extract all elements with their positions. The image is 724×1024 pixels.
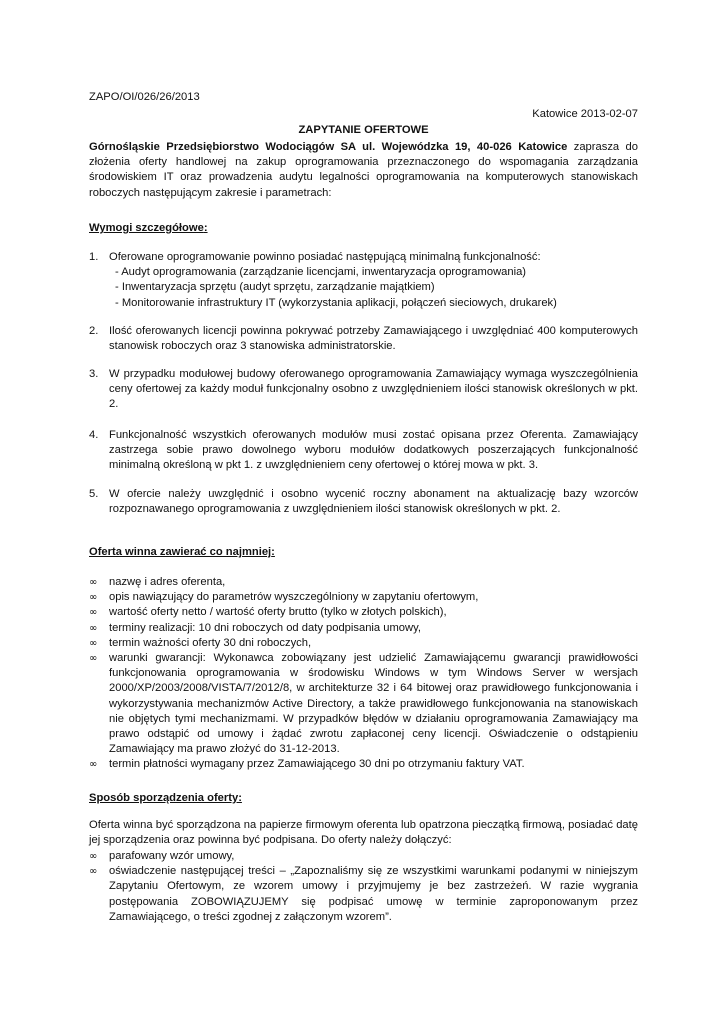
requirement-item [89,367,638,413]
requirement-subitem: - Monitorowanie infrastruktury IT (wykorzystania aplikacji, połączeń sieciowych, drukarek) [115,296,557,309]
offer-contents-heading [89,545,275,560]
requirement-text: W przypadku modułowej budowy oferowanego oprogramowania Zamawiający wymaga wyszczególnienia ceny ofertowej za każdy moduł funkcjonalny osobno z uwzględnieniem ilości stanowisk określonych w pkt. 2. [109,368,638,411]
requirements-heading-text: Wymogi szczegółowe [89,222,204,234]
document-title: ZAPYTANIE OFERTOWE [298,124,429,136]
requirement-number: 5. [89,488,99,500]
list-item: ∞ warunki gwarancji: Wykonawca zobowiązany jest udzielić Zamawiającemu gwarancji prawidłowości funkcjonowania oprogramowania w środowisku Windows w tym Windows Server w wersjach 2000/XP/2003/2008/VISTA/7/2012/8, w architekturze 32 i 64 bitowej oraz prawidłowego funkcjonowania i wykorzystywania mechanizmów Active Directory, a także prawidłowego funkcjonowania na stanowiskach nie objętych tymi mechanizmami. W przypadków błędów w działaniu oprogramowania Zamawiający ma prawo odstąpić od umowy i żądać zwrotu zapłaconej ceny licencji. Oświadczenie o odstąpieniu Zamawiający ma prawo złożyć do 31-12-2013. [89,651,638,757]
infinity-bullet-icon: ∞ [89,592,98,604]
offer-contents-list [89,575,638,773]
intro-paragraph [89,140,638,201]
offer-contents-heading-text: Oferta winna zawierać co najmniej [89,546,272,558]
requirement-text: Ilość oferowanych licencji powinna pokrywać potrzeby Zamawiającego i uwzględniać 400 komputerowych stanowisk roboczych oraz 3 stanowiska administratorskie. [109,325,638,353]
requirement-subitem: - Audyt oprogramowania (zarządzanie licencjami, inwentaryzacja oprogramowania) [115,266,527,279]
offer-contents-heading-suffix: : [271,546,275,558]
list-item: ∞ termin płatności wymagany przez Zamawiającego 30 dni po otrzymaniu faktury VAT. [89,757,638,772]
list-item: ∞ terminy realizacji: 10 dni roboczych od daty podpisania umowy, [89,621,638,636]
infinity-bullet-icon: ∞ [89,607,98,619]
intro-text: zaprasza do złożenia oferty handlowej na zakup oprogramowania przeznaczonego do wspomagania zarządzania środowiskiem IT oraz prowadzenia audytu legalności oprogramowania na komputerowych stanowiskach roboczych następującym zakresie i parametrach: [89,141,639,199]
requirement-item [89,324,638,354]
requirement-number: 2. [89,325,99,337]
infinity-bullet-icon: ∞ [89,622,98,634]
requirement-text: Oferowane oprogramowanie powinno posiadać następującą minimalną funkcjonalność: [109,251,541,263]
list-item: ∞ nazwę i adres oferenta, [89,575,638,590]
requirement-item [89,250,638,311]
preparation-list [89,849,638,925]
infinity-bullet-icon: ∞ [89,866,98,878]
requirements-heading [89,221,208,236]
list-item: ∞ oświadczenie następującej treści – „Zapoznaliśmy się ze wszystkimi warunkami podanymi w niniejszym Zapytaniu Ofertowym, ze wzorem umowy i przyjmujemy je bez zastrzeżeń. W razie wygrania postępowania ZOBOWIĄZUJEMY się podpisać umowę w terminie zaproponowanym przez Zamawiającego, o treści zgodnej z załączonym wzorem”. [89,864,638,925]
requirements-heading-suffix: : [203,222,208,234]
requirement-number: 3. [89,368,99,380]
list-item: ∞ opis nawiązujący do parametrów wyszczególniony w zapytaniu ofertowym, [89,590,638,605]
requirement-text: Funkcjonalność wszystkich oferowanych modułów musi zostać opisana przez Oferenta. Zamawiający zastrzega sobie prawo dowolnego wyboru modułów dodatkowych poszerzających funkcjonalność minimalną określoną w pkt 1. z uwzględnieniem ceny ofertowej o której mowa w pkt. 3. [109,429,638,472]
document-date: Katowice 2013-02-07 [532,108,638,120]
preparation-heading: Sposób sporządzenia oferty: [89,792,242,804]
requirement-item [89,428,638,474]
infinity-bullet-icon: ∞ [89,577,98,588]
infinity-bullet-icon: ∞ [89,851,98,862]
requirement-number: 4. [89,429,99,441]
infinity-bullet-icon: ∞ [89,759,98,771]
requirement-text: W ofercie należy uwzględnić i osobno wycenić roczny abonament na aktualizację bazy wzorców rozpoznawanego oprogramowania z uwzględnieniem ilości stanowisk określonych w pkt. 2. [109,488,638,516]
requirement-item [89,487,638,517]
list-item: ∞ termin ważności oferty 30 dni roboczych, [89,636,638,651]
company-name: Górnośląskie Przedsiębiorstwo Wodociągów SA ul. Wojewódzka 19, 40-026 Katowice [89,141,568,153]
requirement-number: 1. [89,251,99,263]
document-reference: ZAPO/OI/026/26/2013 [89,91,200,103]
list-item: ∞ parafowany wzór umowy, [89,849,638,864]
list-item: ∞ wartość oferty netto / wartość oferty brutto (tylko w złotych polskich), [89,605,638,620]
infinity-bullet-icon: ∞ [89,653,98,665]
infinity-bullet-icon: ∞ [89,637,98,649]
preparation-paragraph: Oferta winna być sporządzona na papierze firmowym oferenta lub opatrzona pieczątką firmową, posiadać datę jej sporządzenia oraz powinna być podpisana. Do oferty należy dołączyć: [89,819,638,847]
requirement-subitem: - Inwentaryzacja sprzętu (audyt sprzętu, zarządzanie majątkiem) [115,281,435,294]
